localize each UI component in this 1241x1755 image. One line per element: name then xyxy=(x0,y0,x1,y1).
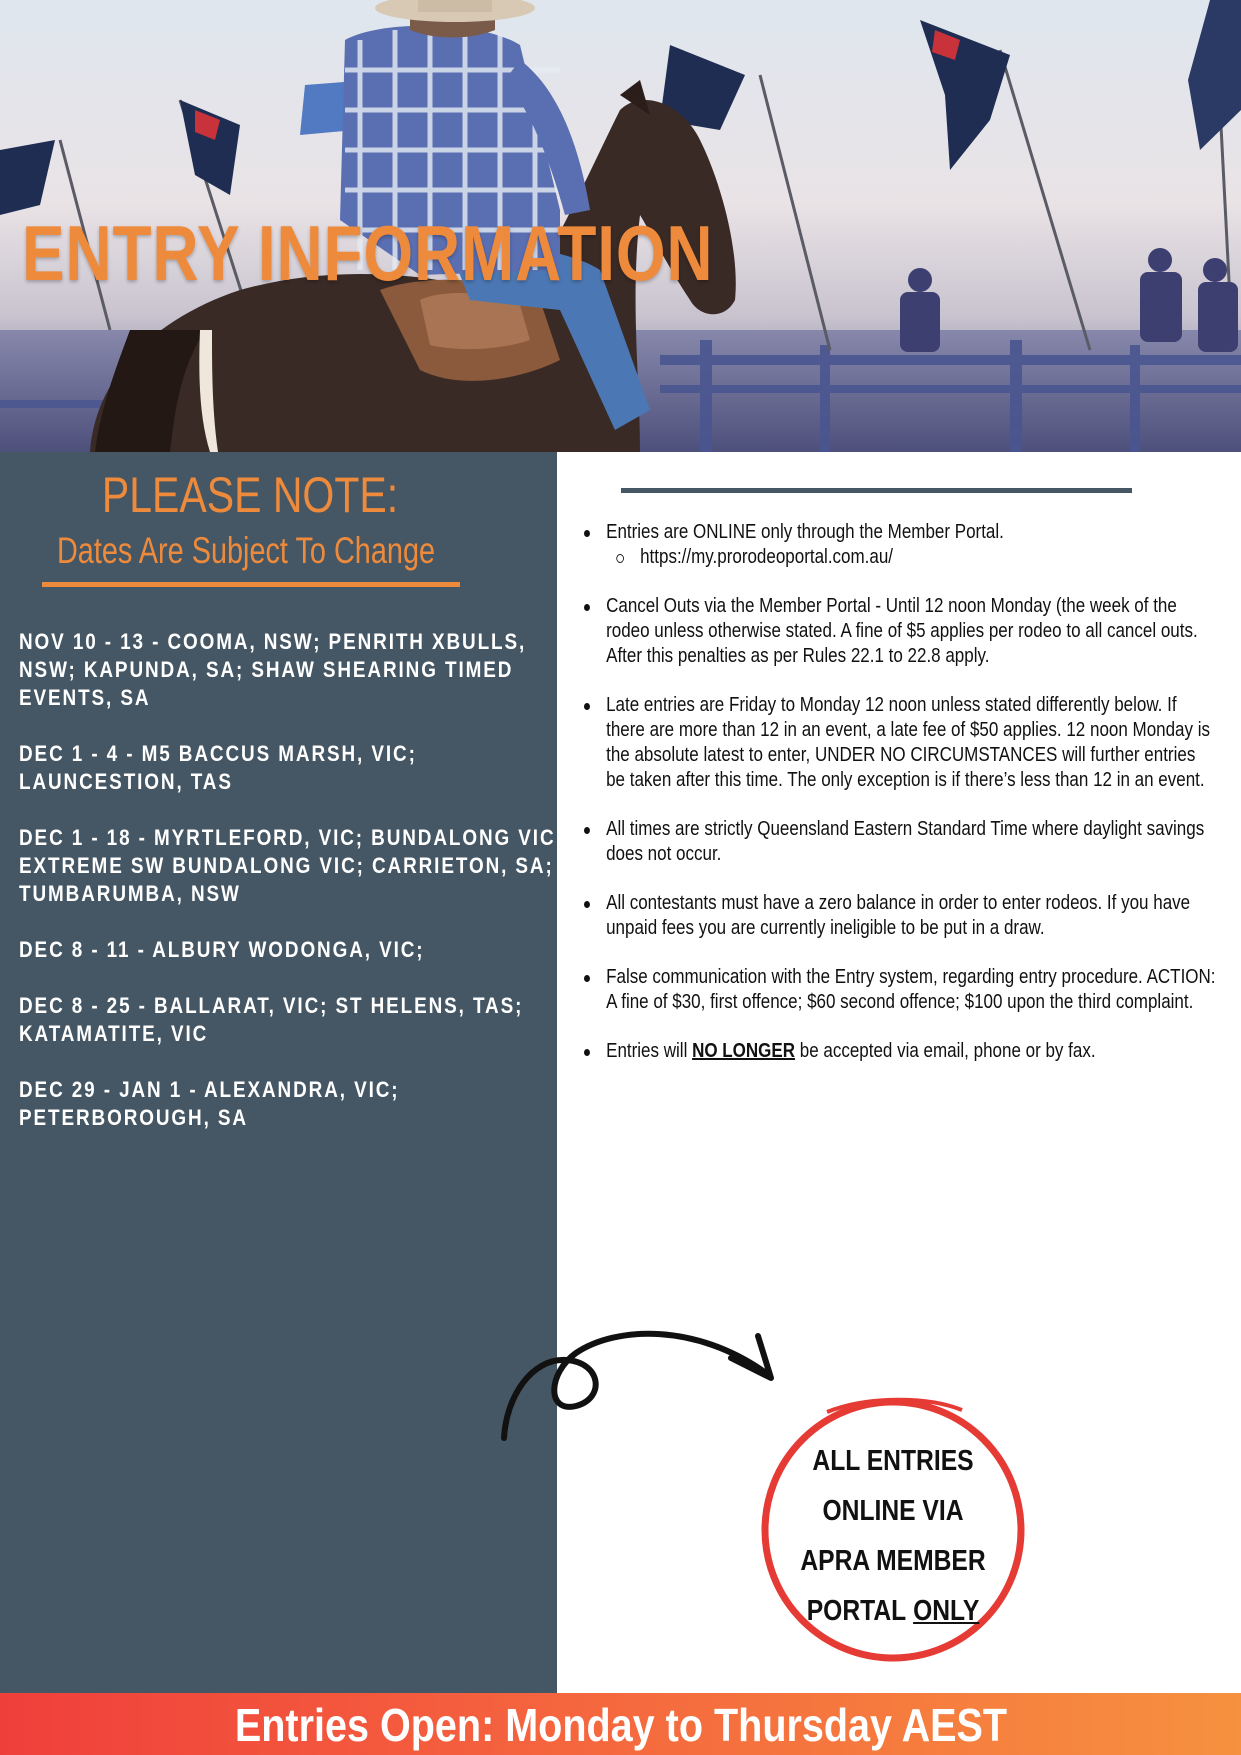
rule-no-longer-emphasis: NO LONGER xyxy=(692,1040,796,1062)
bullet-icon xyxy=(584,1049,590,1056)
hero-banner xyxy=(0,0,1241,452)
rule-item xyxy=(584,520,1218,570)
portal-url-link[interactable]: https://my.prorodeoportal.com.au/ xyxy=(640,546,894,568)
curly-arrow-icon xyxy=(496,1318,796,1448)
rule-item xyxy=(584,1039,1218,1064)
stamp-line-last xyxy=(777,1586,1008,1636)
rule-online-only: Entries are ONLINE only through the Member Portal. xyxy=(606,521,1004,543)
stamp-only-word: ONLY xyxy=(913,1595,980,1627)
online-only-stamp xyxy=(757,1392,1029,1664)
rule-item xyxy=(584,693,1218,793)
hollow-bullet-icon xyxy=(616,554,624,563)
rule-no-longer-pre: Entries will xyxy=(606,1040,688,1062)
divider xyxy=(42,582,460,587)
dates-subject-to-change: Dates Are Subject To Change xyxy=(56,530,436,571)
schedule-item: DEC 1 - 4 - M5 BACCUS MARSH, VIC; LAUNCESTION, TAS xyxy=(19,741,417,794)
page-title: ENTRY INFORMATION xyxy=(22,209,714,297)
bullet-icon xyxy=(584,901,590,908)
rule-cancel-outs: Cancel Outs via the Member Portal - Until 12 noon Monday (the week of the rodeo unless otherwise stated. A fine of $5 applies per rodeo to all cancel outs. After this penalties as per Rules 22.1 to 22.8 apply. xyxy=(606,595,1198,667)
rule-item xyxy=(584,965,1218,1015)
dates-panel xyxy=(0,452,564,1693)
schedule-list xyxy=(19,628,619,1160)
schedule-item: DEC 1 - 18 - MYRTLEFORD, VIC; BUNDALONG VIC; EXTREME SW BUNDALONG VIC; CARRIETON, SA; TUMBARUMBA, NSW xyxy=(19,825,564,906)
stamp-line: APRA MEMBER xyxy=(800,1545,986,1577)
please-note-heading: PLEASE NOTE: xyxy=(101,467,399,523)
schedule-item: DEC 8 - 25 - BALLARAT, VIC; ST HELENS, TAS; KATAMATITE, VIC xyxy=(19,993,524,1046)
footer-banner xyxy=(0,1693,1241,1755)
rule-item xyxy=(584,594,1218,669)
rule-late-entries: Late entries are Friday to Monday 12 noon unless stated differently below. If there are more than 12 in an event, a late fee of $50 applies. 12 noon Monday is the absolute latest to enter, UNDER NO CIRCUMSTANCES will further entries be taken after this time. The only exception is if there’s less than 12 in an event. xyxy=(606,694,1211,791)
stamp-portal-word: PORTAL xyxy=(806,1595,907,1627)
rule-false-communication: False communication with the Entry system, regarding entry procedure. ACTION: A fine of $30, first offence; $60 second offence; $100 upon the third complaint. xyxy=(606,966,1216,1013)
rule-balance: All contestants must have a zero balance in order to enter rodeos. If you have unpaid fees you are currently ineligible to be put in a draw. xyxy=(606,892,1191,939)
stamp-line: ONLINE VIA xyxy=(822,1495,964,1527)
rule-times: All times are strictly Queensland Eastern Standard Time where daylight savings does not occur. xyxy=(606,818,1205,865)
schedule-item: DEC 8 - 11 - ALBURY WODONGA, VIC; xyxy=(19,937,425,962)
portal-link-item xyxy=(606,545,1218,570)
bullet-icon xyxy=(584,975,590,982)
bullet-icon xyxy=(584,827,590,834)
stamp-text xyxy=(777,1436,1008,1636)
divider xyxy=(621,488,1132,493)
bullet-icon xyxy=(584,530,590,537)
entry-rules-list xyxy=(584,520,1224,1088)
schedule-item: DEC 29 - JAN 1 - ALEXANDRA, VIC; PETERBOROUGH, SA xyxy=(19,1077,400,1130)
bullet-icon xyxy=(584,703,590,710)
rule-item xyxy=(584,817,1218,867)
stamp-line: ALL ENTRIES xyxy=(812,1445,974,1477)
bullet-icon xyxy=(584,604,590,611)
schedule-item: NOV 10 - 13 - COOMA, NSW; PENRITH XBULLS, NSW; KAPUNDA, SA; SHAW SHEARING TIMED EVENTS, SA xyxy=(19,629,527,710)
rule-no-longer-post: be accepted via email, phone or by fax. xyxy=(799,1040,1096,1062)
rule-item xyxy=(584,891,1218,941)
entries-open-text: Entries Open: Monday to Thursday AEST xyxy=(234,1699,1007,1751)
